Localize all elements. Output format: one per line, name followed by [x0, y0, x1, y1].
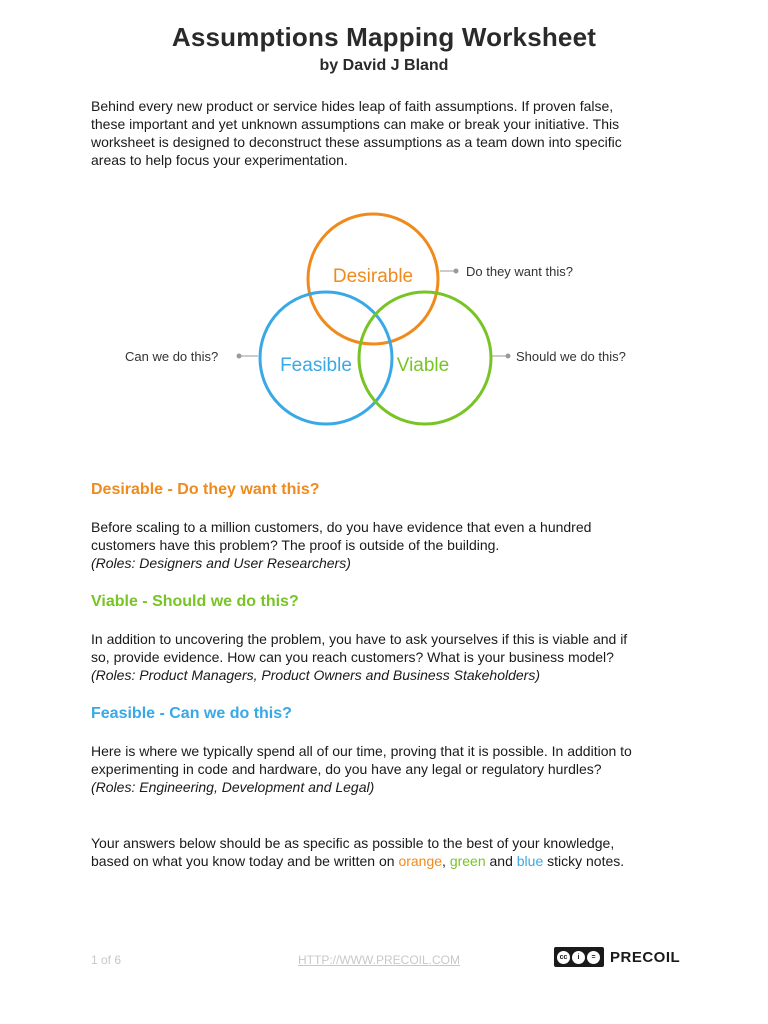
orange-word: orange: [398, 853, 443, 869]
feasible-line: Here is where we typically spend all of our time, proving that it is possible. In addition to: [91, 743, 632, 759]
blue-word: blue: [516, 853, 544, 869]
attribution-icon: i: [572, 951, 585, 964]
feasible-question: Can we do this?: [125, 349, 219, 364]
precoil-link[interactable]: HTTP://WWW.PRECOIL.COM: [298, 953, 460, 967]
page-subtitle: by David J Bland: [319, 57, 449, 74]
closing-paragraph: [91, 834, 691, 870]
feasible-heading: Feasible - Can we do this?: [91, 705, 292, 722]
viable-connector-dot: [506, 354, 511, 359]
venn-diagram: [90, 198, 660, 434]
feasible-roles: (Roles: Engineering, Development and Legal): [91, 779, 375, 795]
closing-prefix: based on what you know today and be written on: [91, 853, 399, 869]
closing-suffix: sticky notes.: [543, 853, 625, 869]
page-number: 1 of 6: [91, 953, 122, 967]
separator: and: [485, 853, 517, 869]
desirable-question: Do they want this?: [466, 264, 573, 279]
desirable-roles: (Roles: Designers and User Researchers): [91, 555, 351, 571]
green-word: green: [449, 853, 486, 869]
footer-logo: [554, 946, 680, 968]
viable-label: Viable: [396, 355, 450, 376]
page-title: Assumptions Mapping Worksheet: [171, 22, 597, 52]
intro-paragraph: [91, 97, 691, 169]
desirable-label: Desirable: [332, 266, 414, 287]
viable-line: In addition to uncovering the problem, you have to ask yourselves if this is viable and if: [91, 631, 628, 647]
venn-diagram-svg: [90, 198, 660, 434]
viable-line: so, provide evidence. How can you reach customers? What is your business model?: [91, 649, 614, 665]
precoil-brand: PRECOIL: [610, 948, 681, 966]
desirable-body: [91, 518, 691, 572]
closing-line-2: [91, 852, 691, 870]
intro-line: areas to help focus your experimentation.: [91, 152, 348, 168]
desirable-heading: Desirable - Do they want this?: [91, 481, 320, 498]
feasible-line: experimenting in code and hardware, do you have any legal or regulatory hurdles?: [91, 761, 602, 777]
feasible-body: [91, 742, 691, 796]
viable-body: [91, 630, 691, 684]
viable-heading: Viable - Should we do this?: [91, 593, 299, 610]
creative-commons-by-nd-icon: [554, 947, 604, 967]
desirable-line: Before scaling to a million customers, do you have evidence that even a hundred: [91, 519, 592, 535]
feasible-label: Feasible: [280, 355, 352, 376]
viable-question: Should we do this?: [516, 349, 626, 364]
no-derivatives-icon: =: [587, 951, 600, 964]
feasible-connector-dot: [237, 354, 242, 359]
desirable-line: customers have this problem? The proof is outside of the building.: [91, 537, 500, 553]
viable-roles: (Roles: Product Managers, Product Owners and Business Stakeholders): [91, 667, 540, 683]
intro-line: these important and yet unknown assumptions can make or break your initiative. This: [91, 116, 620, 132]
intro-line: worksheet is designed to deconstruct these assumptions as a team down into specific: [91, 134, 622, 150]
desirable-connector-dot: [454, 269, 459, 274]
separator: ,: [442, 853, 450, 869]
cc-icon: cc: [557, 951, 570, 964]
closing-line: Your answers below should be as specific as possible to the best of your knowledge,: [91, 835, 615, 851]
intro-line: Behind every new product or service hides leap of faith assumptions. If proven false,: [91, 98, 614, 114]
